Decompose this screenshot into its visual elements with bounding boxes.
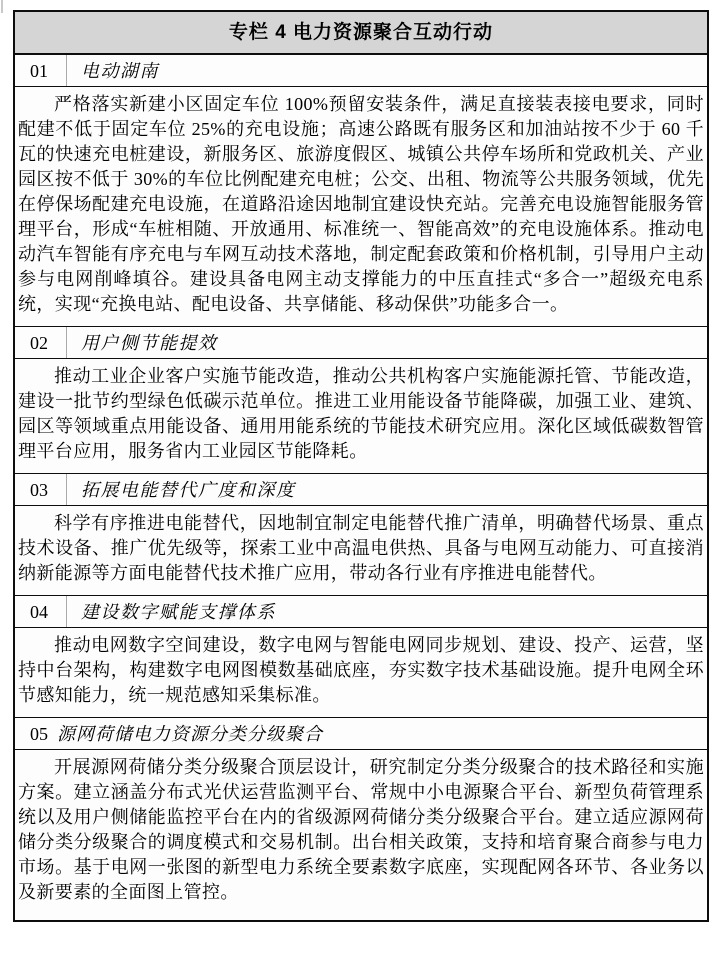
section-01-number: 01 bbox=[30, 61, 48, 81]
section-03-number: 03 bbox=[30, 480, 48, 500]
section-05-title: 源网荷储电力资源分类分级聚合 bbox=[57, 724, 323, 744]
section-03-title: 拓展电能替代广度和深度 bbox=[66, 474, 707, 505]
column-box-table bbox=[13, 10, 709, 922]
section-03-header bbox=[15, 474, 707, 506]
section-01-header bbox=[15, 55, 707, 87]
section-05-body: 开展源网荷储分类分级聚合顶层设计，研究制定分类分级聚合的技术路径和实施方案。建立涵盖分布式光伏运营监测平台、常规中小电源聚合平台、新型负荷管理系统以及用户侧储能监控平台在内的省级源网荷储分类分级聚合平台。建立适应源网荷储分类分级聚合的调度模式和交易机制。出台相关政策，支持和培育聚合商参与电力市场。基于电网一张图的新型电力系统全要素数字底座，实现配网各环节、各业务以及新要素的全面图上管控。 bbox=[18, 757, 704, 902]
section-02-title: 用户侧节能提效 bbox=[66, 327, 707, 358]
section-01-title: 电动湖南 bbox=[66, 55, 707, 86]
section-04-title: 建设数字赋能支撑体系 bbox=[66, 596, 707, 627]
section-04-body: 推动电网数字空间建设，数字电网与智能电网同步规划、建设、投产、运营，坚持中台架构，构建数字电网图模数基础底座，夯实数字技术基础设施。提升电网全环节感知能力，统一规范感知采集标准。 bbox=[15, 628, 707, 718]
section-04-header bbox=[15, 596, 707, 628]
section-01-body: 严格落实新建小区固定车位 100%预留安装条件，满足直接装表接电要求，同时配建不低于固定车位 25%的充电设施；高速公路既有服务区和加油站按不少于 60 千瓦的快速充电桩建设，新服务区、旅游度假区、城镇公共停车场所和党政机关、产业园区按不低于 30%的车位比例配建充电桩；公交、出租、物流等公共服务领域，优先在停保场配建充电设施，在道路沿途因地制宜建设快充站。完善充电设施智能服务管理平台，形成“车桩相随、开放通用、标准统一、智能高效”的充电设施体系。推动电动汽车智能有序充电与车网互动技术落地，制定配套政策和价格机制，引导用户主动参与电网削峰填谷。建设具备电网主动支撑能力的中压直挂式“多合一”超级充电系统，实现“充换电站、配电设备、共享储能、移动保供”功能多合一。 bbox=[15, 87, 707, 327]
section-02-body: 推动工业企业客户实施节能改造，推动公共机构客户实施能源托管、节能改造，建设一批节约型绿色低碳示范单位。推进工业用能设备节能降碳，加强工业、建筑、园区等领域重点用能设备、通用用能系统的节能技术研究应用。深化区域低碳数智管理平台应用，服务省内工业园区节能降耗。 bbox=[15, 359, 707, 474]
screen-edge-artifact bbox=[1, 0, 3, 13]
section-02-header bbox=[15, 327, 707, 359]
table-title: 专栏 4 电力资源聚合互动行动 bbox=[15, 12, 707, 55]
section-02-number: 02 bbox=[30, 333, 48, 353]
section-05-header bbox=[15, 718, 707, 750]
section-05-number: 05 bbox=[30, 724, 48, 744]
section-03-body: 科学有序推进电能替代，因地制宜制定电能替代推广清单，明确替代场景、重点技术设备、推广优先级等，探索工业中高温电供热、具备与电网互动能力、可直接消纳新能源等方面电能替代技术推广应用，带动各行业有序推进电能替代。 bbox=[15, 506, 707, 596]
section-04-number: 04 bbox=[30, 602, 48, 622]
